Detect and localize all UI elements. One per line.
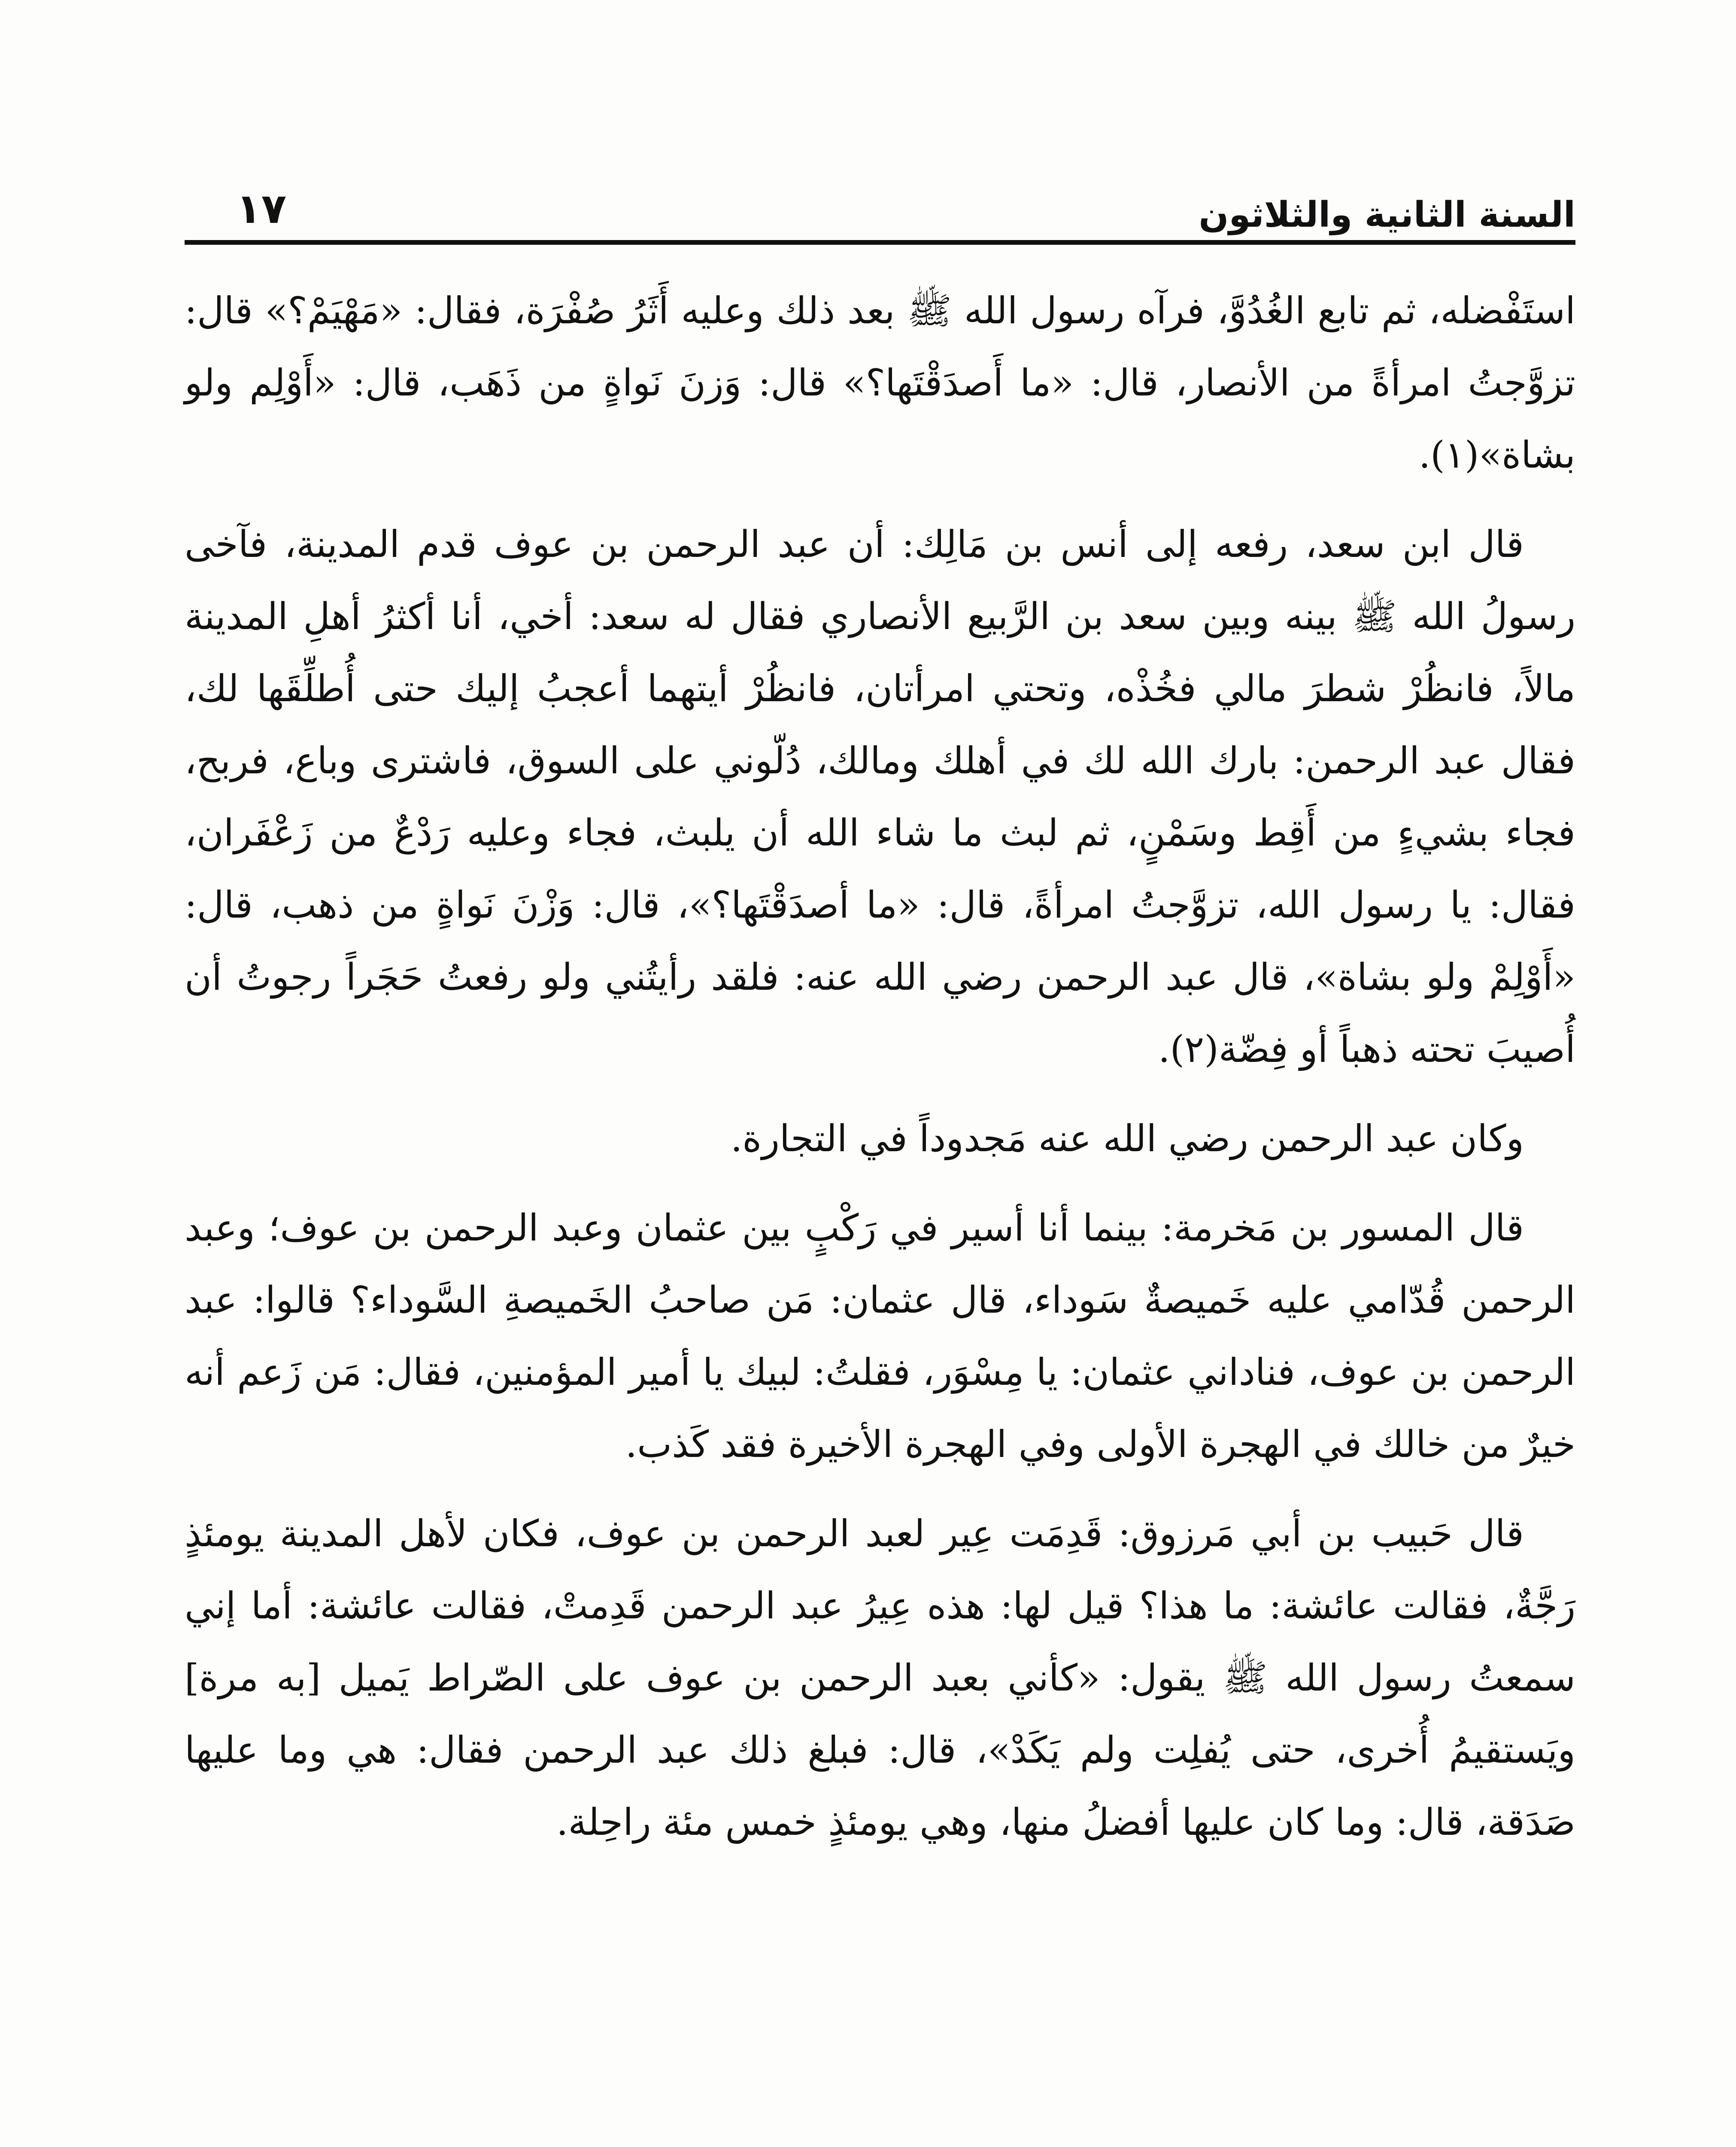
paragraph-continuation: استَفْضله، ثم تابع الغُدُوَّ، فرآه رسول الله ﷺ بعد ذلك وعليه أَثَرُ صُفْرَة، فقال: «مَهْيَمْ؟» قال: تزوَّجتُ امرأةً من الأنصار، قال: «ما أَصدَقْتَها؟» قال: وَزنَ نَواةٍ من ذَهَب، قال: «أَوْلِم ولو بشاة»(١). [185,289,1575,477]
paragraph-ibn-saad: قال ابن سعد، رفعه إلى أنس بن مَالِك: أن عبد الرحمن بن عوف قدم المدينة، فآخى رسولُ الله ﷺ بينه وبين سعد بن الرَّبيع الأنصاري فقال له سعد: أخي، أنا أكثرُ أهلِ المدينة مالاً، فانظُرْ شطرَ مالي فخُذْه، وتحتي امرأتان، فانظُرْ أيتهما أعجبُ إليك حتى أُطلِّقَها لك، فقال عبد الرحمن: بارك الله لك في أهلك ومالك، دُلّوني على السوق، فاشترى وباع، فربح، فجاء بشيءٍ من أَقِط وسَمْنٍ، ثم لبث ما شاء الله أن يلبث، فجاء وعليه رَدْعٌ من زَعْفَران، فقال: يا رسول الله، تزوَّجتُ امرأةً، قال: «ما أصدَقْتَها؟»، قال: وَزْنَ نَواةٍ من ذهب، قال: «أَوْلِمْ ولو بشاة»، قال عبد الرحمن رضي الله عنه: فلقد رأيتُني ولو رفعتُ حَجَراً رجوتُ أن أُصيبَ تحته ذهباً أو فِضّة(٢). [185,523,1575,1071]
paragraph-habib: قال حَبيب بن أبي مَرزوق: قَدِمَت عِير لعبد الرحمن بن عوف، فكان لأهل المدينة يومئذٍ رَجَّةٌ، فقالت عائشة: ما هذا؟ قيل لها: هذه عِيرُ عبد الرحمن قَدِمتْ، فقالت عائشة: أما إني سمعتُ رسول الله ﷺ يقول: «كأني بعبد الرحمن بن عوف على الصّراط يَميل [به مرة] ويَستقيمُ أُخرى، حتى يُفلِت ولم يَكَدْ»، قال: فبلغ ذلك عبد الرحمن فقال: هي وما عليها صَدَقة، قال: وما كان عليها أفضلُ منها، وهي يومئذٍ خمس مئة راحِلة. [185,1512,1575,1844]
page-number: ١٧ [236,185,287,233]
running-title: السنة الثانية والثلاثون [1199,195,1575,235]
paragraph-trade: وكان عبد الرحمن رضي الله عنه مَجدوداً في التجارة. [730,1117,1524,1160]
body-text [185,275,1575,1876]
page-header [185,146,1575,245]
paragraph-miswar: قال المسور بن مَخرمة: بينما أنا أسير في رَكْبٍ بين عثمان وعبد الرحمن بن عوف؛ وعبد الرحمن قُدّامي عليه خَميصةٌ سَوداء، قال عثمان: مَن صاحبُ الخَميصةِ السَّوداء؟ قالوا: عبد الرحمن بن عوف، فناداني عثمان: يا مِسْوَر، فقلتُ: لبيك يا أمير المؤمنين، فقال: مَن زَعم أنه خيرٌ من خالك في الهجرة الأولى وفي الهجرة الأخيرة فقد كَذب. [185,1207,1575,1466]
header-rule [185,240,1575,245]
